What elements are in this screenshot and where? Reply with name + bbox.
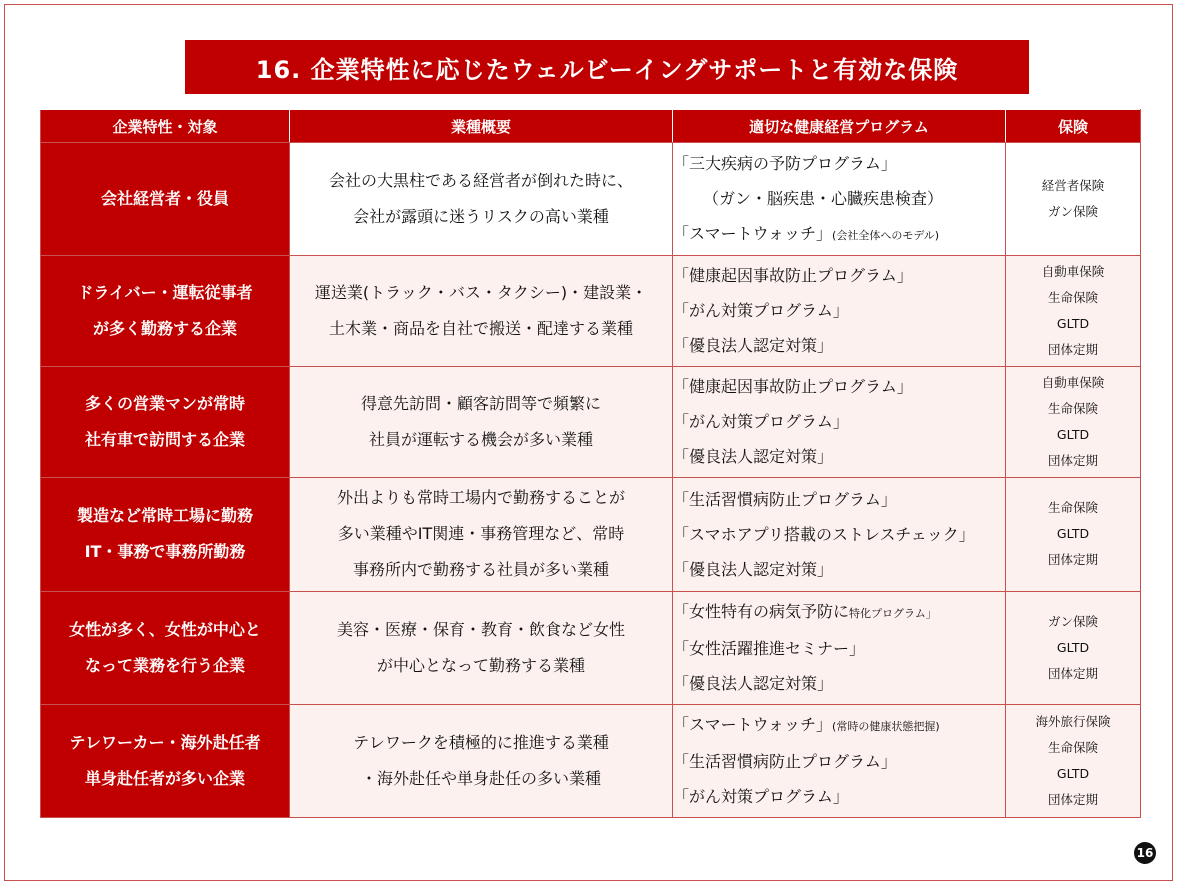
insurance-cell-line: 生命保険 xyxy=(1047,289,1098,305)
insurance-cell xyxy=(1006,366,1141,477)
company-characteristic-cell xyxy=(41,704,290,817)
table-row xyxy=(41,366,1141,477)
insurance-cell xyxy=(1006,143,1141,256)
slide-title: 16. 企業特性に応じたウェルビーイングサポートと有効な保険 xyxy=(185,40,1029,94)
industry-overview-cell-line: ・海外赴任や単身赴任の多い業種 xyxy=(360,768,601,788)
header-health-program: 適切な健康経営プログラム xyxy=(673,110,1006,143)
program-name: 「三大疾病の予防プログラム」 xyxy=(673,153,897,173)
company-characteristic-cell-line: が多く勤務する企業 xyxy=(92,318,237,338)
company-characteristic-cell-line: 単身赴任者が多い企業 xyxy=(84,768,245,788)
program-item xyxy=(673,328,1005,363)
program-name: 「生活習慣病防止プログラム」 xyxy=(673,489,897,509)
program-name: 「優良法人認定対策」 xyxy=(673,447,834,467)
program-item xyxy=(673,293,1005,328)
industry-overview-cell xyxy=(290,143,673,256)
program-name: 「スマホアプリ搭載のストレスチェック」 xyxy=(673,524,975,544)
insurance-cell-line: 生命保険 xyxy=(1047,400,1098,416)
insurance-cell-line: 海外旅行保険 xyxy=(1035,713,1111,729)
company-characteristic-cell-line: 製造など常時工場に勤務 xyxy=(76,506,253,526)
table-row xyxy=(41,143,1141,256)
program-name: （ガン・脳疾患・心臓疾患検査） xyxy=(703,188,944,208)
program-item xyxy=(673,707,1005,744)
program-item xyxy=(673,216,1005,253)
program-item xyxy=(673,552,1005,587)
company-characteristic-cell-line: 多くの営業マンが常時 xyxy=(84,393,245,413)
industry-overview-cell xyxy=(290,477,673,591)
industry-overview-cell-line: が中心となって勤務する業種 xyxy=(376,655,585,675)
program-item xyxy=(673,482,1005,517)
company-characteristic-cell-line: なって業務を行う企業 xyxy=(84,655,245,675)
insurance-cell-line: 経営者保険 xyxy=(1041,178,1105,193)
program-item xyxy=(673,404,1005,439)
insurance-cell-line: GLTD xyxy=(1056,426,1090,442)
health-program-cell xyxy=(673,366,1006,477)
program-note: 特化プログラム」 xyxy=(849,607,937,621)
program-name: 「健康起因事故防止プログラム」 xyxy=(673,377,913,397)
insurance-cell-line: 生命保険 xyxy=(1047,500,1098,516)
insurance-cell-line: GLTD xyxy=(1056,315,1090,331)
industry-overview-cell xyxy=(290,704,673,817)
program-name: 「優良法人認定対策」 xyxy=(673,336,834,356)
table-header-row xyxy=(41,110,1141,143)
insurance-cell xyxy=(1006,704,1141,817)
program-item xyxy=(673,439,1005,474)
program-name: 「がん対策プログラム」 xyxy=(673,412,849,432)
health-program-cell xyxy=(673,143,1006,256)
health-program-cell xyxy=(673,256,1006,367)
industry-overview-cell-line: 外出よりも常時工場内で勤務することが xyxy=(336,488,625,508)
program-item xyxy=(673,594,1005,631)
company-characteristic-cell-line: IT・事務で事務所勤務 xyxy=(84,542,246,562)
program-name: 「スマートウォッチ」 xyxy=(673,223,833,243)
industry-overview-cell xyxy=(290,366,673,477)
header-insurance: 保険 xyxy=(1006,110,1141,143)
insurance-cell-line: 団体定期 xyxy=(1047,665,1098,681)
program-name: 「女性特有の病気予防に xyxy=(673,602,850,622)
industry-overview-cell-line: 運送業(トラック・バス・タクシー)・建設業・ xyxy=(314,282,648,302)
program-note: (常時の健康状態把握) xyxy=(832,720,940,734)
header-industry-overview: 業種概要 xyxy=(290,110,673,143)
program-item xyxy=(673,181,1005,216)
insurance-cell xyxy=(1006,591,1141,704)
company-characteristic-cell xyxy=(41,256,290,367)
health-program-cell xyxy=(673,477,1006,591)
insurance-cell-line: 団体定期 xyxy=(1047,552,1098,568)
company-characteristic-cell-line: テレワーカー・海外赴任者 xyxy=(69,732,261,752)
program-item xyxy=(673,517,1005,552)
industry-overview-cell-line: 会社の大黒柱である経営者が倒れた時に、 xyxy=(328,171,633,190)
company-characteristic-cell xyxy=(41,366,290,477)
company-characteristic-cell-line: ドライバー・運転従事者 xyxy=(77,282,253,302)
program-name: 「女性活躍推進セミナー」 xyxy=(673,639,866,659)
program-item xyxy=(673,258,1005,293)
insurance-cell-line: 生命保険 xyxy=(1047,739,1098,755)
industry-overview-cell xyxy=(290,591,673,704)
industry-overview-cell-line: 美容・医療・保育・教育・飲食など女性 xyxy=(336,619,625,639)
insurance-cell-line: GLTD xyxy=(1056,765,1090,781)
insurance-cell-line: 団体定期 xyxy=(1047,341,1098,357)
wellbeing-insurance-table xyxy=(40,109,1141,818)
program-note: (会社全体へのモデル) xyxy=(832,228,940,242)
insurance-cell xyxy=(1006,477,1141,591)
program-item xyxy=(673,369,1005,404)
table-row xyxy=(41,256,1141,367)
program-item xyxy=(673,744,1005,779)
insurance-cell-line: 団体定期 xyxy=(1047,452,1098,468)
insurance-cell-line: GLTD xyxy=(1056,639,1090,655)
program-name: 「生活習慣病防止プログラム」 xyxy=(673,752,897,772)
company-characteristic-cell-line: 社有車で訪問する企業 xyxy=(84,429,245,449)
table-row xyxy=(41,704,1141,817)
company-characteristic-cell xyxy=(41,477,290,591)
insurance-cell-line: ガン保険 xyxy=(1047,204,1098,219)
insurance-cell-line: 自動車保険 xyxy=(1041,263,1105,279)
industry-overview-cell xyxy=(290,256,673,367)
program-item xyxy=(673,146,1005,181)
industry-overview-cell-line: 会社が露頭に迷うリスクの高い業種 xyxy=(353,207,609,226)
program-item xyxy=(673,666,1005,701)
program-name: 「健康起因事故防止プログラム」 xyxy=(673,266,913,286)
program-name: 「がん対策プログラム」 xyxy=(673,301,849,321)
health-program-cell xyxy=(673,591,1006,704)
insurance-cell-line: ガン保険 xyxy=(1047,613,1098,629)
industry-overview-cell-line: 土木業・商品を自社で搬送・配達する業種 xyxy=(328,318,633,338)
health-program-cell xyxy=(673,704,1006,817)
table-row xyxy=(41,477,1141,591)
company-characteristic-cell-line: 会社経営者・役員 xyxy=(100,189,229,208)
program-name: 「スマートウォッチ」 xyxy=(673,715,833,735)
insurance-cell-line: GLTD xyxy=(1056,526,1090,542)
program-item xyxy=(673,631,1005,666)
company-characteristic-cell-line: 女性が多く、女性が中心と xyxy=(69,619,261,639)
insurance-cell xyxy=(1006,256,1141,367)
table-row xyxy=(41,591,1141,704)
header-company-characteristics: 企業特性・対象 xyxy=(41,110,290,143)
program-item xyxy=(673,779,1005,814)
program-name: 「がん対策プログラム」 xyxy=(673,787,849,807)
industry-overview-cell-line: 事務所内で勤務する社員が多い業種 xyxy=(352,560,609,580)
industry-overview-cell-line: テレワークを積極的に推進する業種 xyxy=(353,732,609,752)
industry-overview-cell-line: 得意先訪問・顧客訪問等で頻繁に xyxy=(360,393,601,413)
insurance-cell-line: 自動車保険 xyxy=(1041,374,1105,390)
industry-overview-cell-line: 社員が運転する機会が多い業種 xyxy=(368,429,593,449)
company-characteristic-cell xyxy=(41,143,290,256)
program-name: 「優良法人認定対策」 xyxy=(673,559,834,579)
page-number-badge: 16 xyxy=(1134,842,1156,864)
industry-overview-cell-line: 多い業種やIT関連・事務管理など、常時 xyxy=(337,524,625,544)
company-characteristic-cell xyxy=(41,591,290,704)
program-name: 「優良法人認定対策」 xyxy=(673,674,834,694)
insurance-cell-line: 団体定期 xyxy=(1047,791,1098,807)
